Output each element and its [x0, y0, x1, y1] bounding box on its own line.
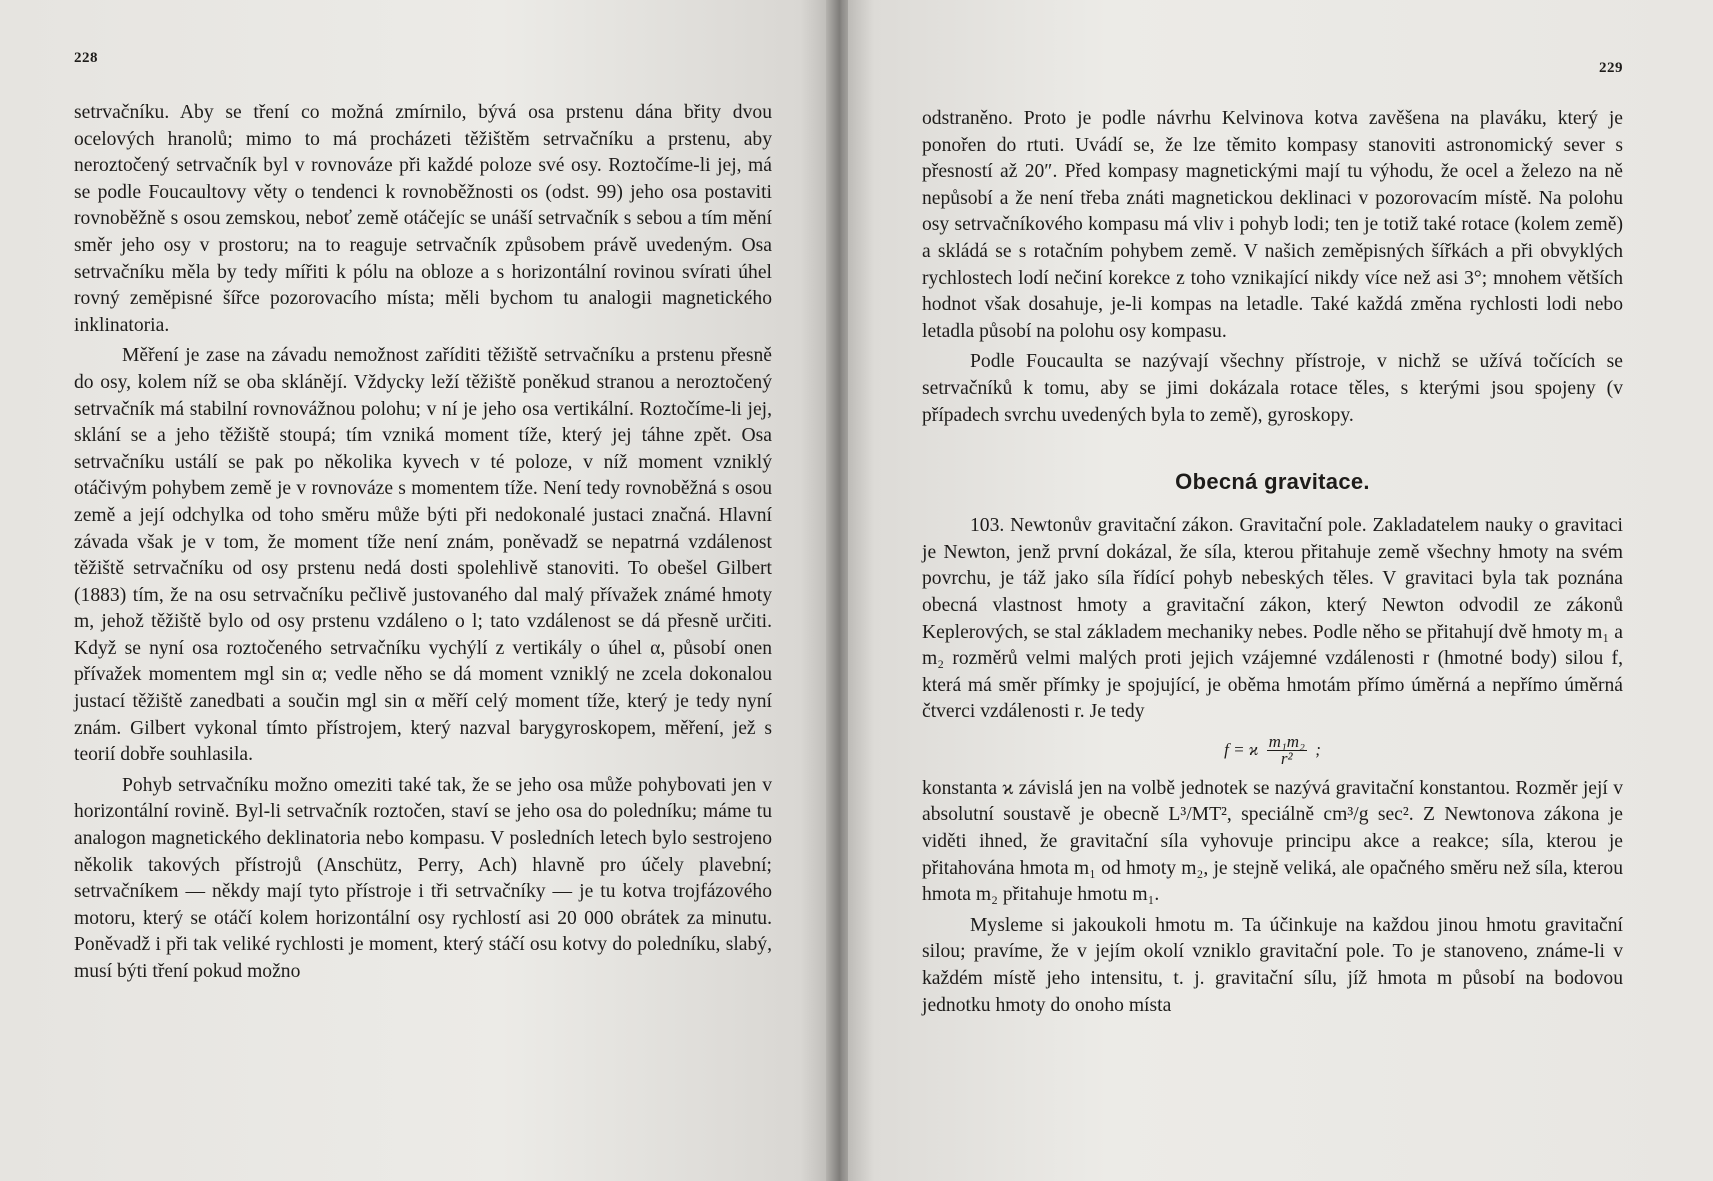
left-paragraph-1: setrvačníku. Aby se tření co možná zmírnilo, bývá osa prstenu dána břity dvou ocelových hranolů; mimo to má procházeti těžištěm setrvačníku a prstenu, aby neroztočený setrvačník byl v rovnováze při každé poloze své osy. Roztočíme-li jej, má se podle Foucaultovy věty o tendenci k rovnoběžnosti os (odst. 99) jeho osa postaviti rovnoběžně s osou zemskou, neboť země otáčejíc se unáší setrvačník s sebou a tím mění směr jeho osy v prostoru; na to reaguje setrvačník způsobem právě uvedeným. Osa setrvačníku měla by tedy mířiti k pólu na obloze a s horizontální rovinou svírati úhel rovný zeměpisné šířce pozorovacího místa; měli bychom tu analogii magnetického inklinatoria. — [74, 102, 772, 336]
formula-tail: ; — [1315, 739, 1321, 759]
formula-denominator: r² — [1280, 749, 1293, 769]
section-paragraph-1: 103. Newtonův gravitační zákon. Gravitační pole. Zakladatelem nauky o gravitaci je Newton, jenž první dokázal, že síla, kterou přitahuje země všechny hmoty na svém povrchu, je táž jako síla řídící pohyb nebeských těles. V gravitaci byla tak poznána obecná vlastnost hmoty a gravitační zákon, který Newton odvodil ze zákonů Keplerových, se stal základem mechaniky nebes. Podle něho se přitahují dvě hmoty m₁ a m₂ rozměrů velmi malých proti jejich vzájemné vzdálenosti r (hmotné body) silou f, která má směr přímky je spojující, je oběma hmotám přímo úměrná a nepřímo úměrná čtverci vzdálenosti r. Je tedy — [922, 515, 1623, 723]
gravitation-formula — [922, 730, 1623, 770]
formula-fraction — [1267, 734, 1307, 767]
formula-numerator: m₁m₂ — [1268, 732, 1305, 752]
left-paragraph-2: Měření je zase na závadu nemožnost zaříditi těžiště setrvačníku a prstenu přesně do osy, kolem níž se oba sklánějí. Vždycky leží těžiště poněkud stranou a neroztočený setrvačník má stabilní rovnovážnou polohu; v ní je jeho osa vertikální. Roztočíme-li jej, sklání se a jeho těžiště stoupá; tím vzniká moment tíže, který jej táhne zpět. Osa setrvačníku ustálí se pak po několika kyvech v té poloze, v níž moment vzniklý otáčivým pohybem země je v rovnováze s momentem tíže. Není tedy rovnoběžná s osou země a její odchylka od toho směru může býti při nedokonalé justaci značná. Hlavní závada však je v tom, že moment tíže není znám, poněvadž se nepatrná vzdálenost těžiště setrvačníku od osy prstenu nedá dosti spolehlivě stanoviti. To obešel Gilbert (1883) tím, že na osu setrvačníku pečlivě justovaného dal malý přívažek známé hmoty m, jehož těžiště bylo od osy prstenu vzdáleno o l; tato vzdálenost se dá přesně určiti. Když se nyní osa roztočeného setrvačníku vychýlí z vertikály o úhel α, působí onen přívažek momentem mgl sin α; vedle něho se dá moment vzniklý ne zcela dokonalou justací těžiště zanedbati a součin mgl sin α měří celý moment tíže, který je tedy nyní znám. Gilbert vykonal tímto přístrojem, který nazval barygyroskopem, měření, jež s teorií dobře souhlasila. — [74, 345, 772, 766]
formula-lhs: f = ϰ — [1224, 739, 1259, 759]
page-number-right: 229 — [1599, 60, 1623, 76]
page-number-left: 228 — [74, 50, 98, 66]
right-paragraph-1: odstraněno. Proto je podle návrhu Kelvinova kotva zavěšena na plaváku, který je ponořen do rtuti. Uvádí se, že lze těmito kompasy stanoviti astronomický sever s přesností až 20″. Před kompasy magnetickými mají tu výhodu, že ocel a železo na ně nepůsobí a že není třeba znáti magnetickou deklinaci v pozorovacím místě. Na polohu osy setrvačníkového kompasu má vliv i pohyb lodi; ten je totiž také rotace (kolem země) a skládá se s rotačním pohybem země. V našich zeměpisných šířkách a při obvyklých rychlostech lodí nečiní korekce z toho vznikající nikdy více než asi 3°; mnohem větších hodnot však dosahuje, je-li kompas na letadle. Také každá změna rychlosti lodi nebo letadla působí na polohu osy kompasu. — [922, 108, 1623, 342]
left-paragraph-3: Pohyb setrvačníku možno omeziti také tak, že se jeho osa může pohybovati jen v horizontální rovině. Byl-li setrvačník roztočen, staví se jeho osa do poledníku; máme tu analogon magnetického deklinatoria nebo kompasu. V posledních letech bylo sestrojeno několik takových přístrojů (Anschütz, Perry, Ach) hlavně pro účely plavební; setrvačníkem — někdy mají tyto přístroje i tři setrvačníky — je tu kotva trojfázového motoru, který se otáčí kolem horizontální osy rychlostí asi 20 000 obrátek za minutu. Poněvadž i při tak veliké rychlosti je moment, který stáčí osu kotvy do poledníku, slabý, musí býti tření pokud možno — [74, 774, 772, 982]
section-heading: Obecná gravitace. — [1175, 469, 1370, 495]
right-paragraph-2: Podle Foucaulta se nazývají všechny přístroje, v nichž se užívá točících se setrvačníků k tomu, aby se jimi dokázala rotace těles, s kterými jsou spojeny (v případech svrchu uvedených byla to země), gyroskopy. — [922, 351, 1623, 426]
section-paragraph-2: konstanta ϰ závislá jen na volbě jednotek se nazývá gravitační konstantou. Rozměr její v absolutní soustavě je obecně L³/MT², speciálně cm³/g sec². Z Newtonova zákona je viděti ihned, že gravitační síla vyhovuje principu akce a reakce; síla, kterou je přitahována hmota m₁ od hmoty m₂, je stejně veliká, ale opačného směru než síla, kterou hmota m₂ přitahuje hmotu m₁. — [922, 777, 1623, 906]
section-paragraph-3: Mysleme si jakoukoli hmotu m. Ta účinkuje na každou jinou hmotu gravitační silou; pravíme, že v jejím okolí vzniklo gravitační pole. To je stanoveno, známe-li v každém místě jeho intensitu, t. j. gravitační sílu, jíž hmota m působí na bodovou jednotku hmoty do onoho místa — [922, 914, 1623, 1016]
right-page — [848, 0, 1713, 1181]
left-page — [0, 0, 834, 1181]
